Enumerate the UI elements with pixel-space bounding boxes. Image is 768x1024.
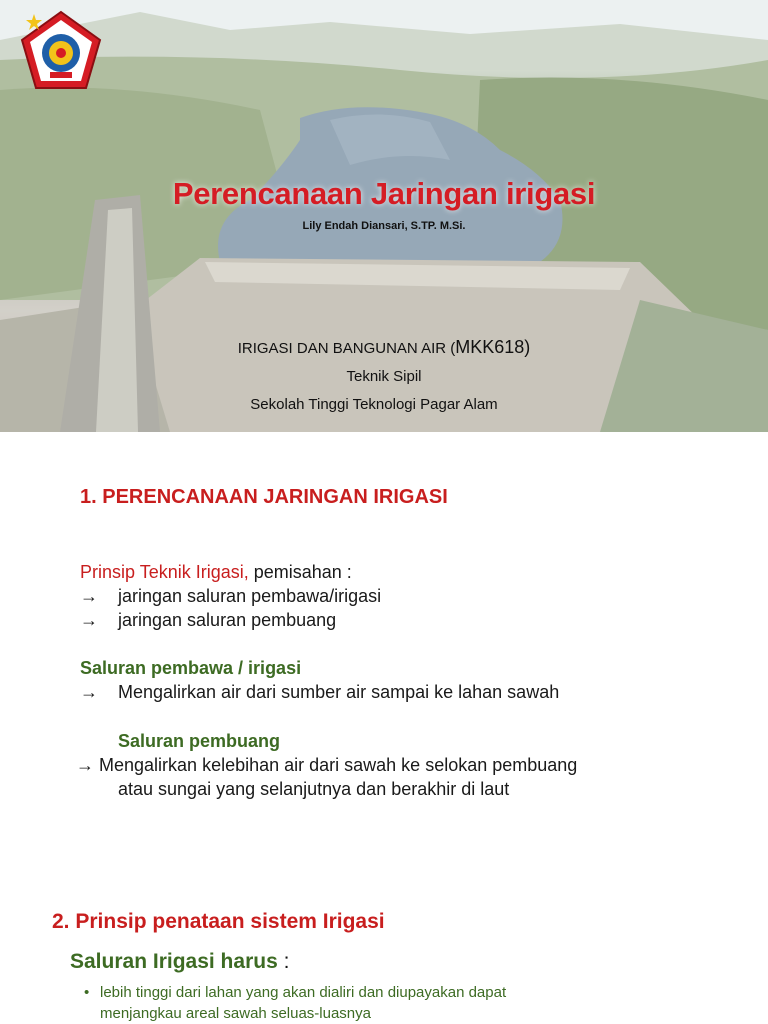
content-slide-1 xyxy=(0,432,768,864)
pembuang-title: Saluran pembuang xyxy=(118,731,281,751)
slide-title: Perencanaan Jaringan irigasi xyxy=(172,176,596,211)
pembawa-block xyxy=(80,656,559,704)
subheading-colon: : xyxy=(277,950,290,973)
bullet-item xyxy=(84,982,507,1024)
principle-label: Prinsip Teknik Irigasi, xyxy=(80,562,249,582)
pembuang-block xyxy=(76,729,577,801)
author-name: Lily Endah Diansari, S.TP. M.Si. xyxy=(302,220,466,232)
department: Teknik Sipil xyxy=(346,368,422,385)
subheading-label: Saluran Irigasi harus xyxy=(70,950,278,973)
institution-logo-icon xyxy=(20,10,102,92)
course-line xyxy=(0,337,768,358)
pembawa-title: Saluran pembawa / irigasi xyxy=(80,658,302,678)
subheading xyxy=(70,950,289,974)
section-heading: 1. PERENCANAAN JARINGAN IRIGASI xyxy=(80,486,448,508)
list-item: → jaringan saluran pembuang xyxy=(80,610,337,630)
section-heading: 2. Prinsip penataan sistem Irigasi xyxy=(52,910,385,933)
bullet-line-2: menjangkau areal sawah seluas-luasnya xyxy=(100,1005,371,1022)
pembuang-desc-1: Mengalirkan kelebihan air dari sawah ke selokan pembuang xyxy=(99,755,578,775)
bullet-icon: • xyxy=(84,984,90,1001)
arrow-right-icon: → xyxy=(80,586,98,606)
course-name: IRIGASI DAN BANGUNAN AIR ( xyxy=(237,340,456,357)
course-code: MKK618) xyxy=(455,337,531,357)
arrow-right-icon: → xyxy=(76,755,94,775)
arrow-right-icon: → xyxy=(80,610,98,630)
principle-block xyxy=(80,560,381,632)
content-slide-2 xyxy=(0,864,768,1024)
pembawa-desc: Mengalirkan air dari sumber air sampai ke lahan sawah xyxy=(118,682,560,702)
title-slide xyxy=(0,0,768,432)
pembuang-desc-2: atau sungai yang selanjutnya dan berakhir di laut xyxy=(118,779,510,799)
list-item: → jaringan saluran pembawa/irigasi xyxy=(80,586,382,606)
principle-rest: pemisahan : xyxy=(248,562,352,582)
arrow-right-icon: → xyxy=(80,682,98,702)
bullet-line-1: lebih tinggi dari lahan yang akan dialiri dan diupayakan dapat xyxy=(100,984,507,1001)
school-name: Sekolah Tinggi Teknologi Pagar Alam xyxy=(250,396,498,413)
